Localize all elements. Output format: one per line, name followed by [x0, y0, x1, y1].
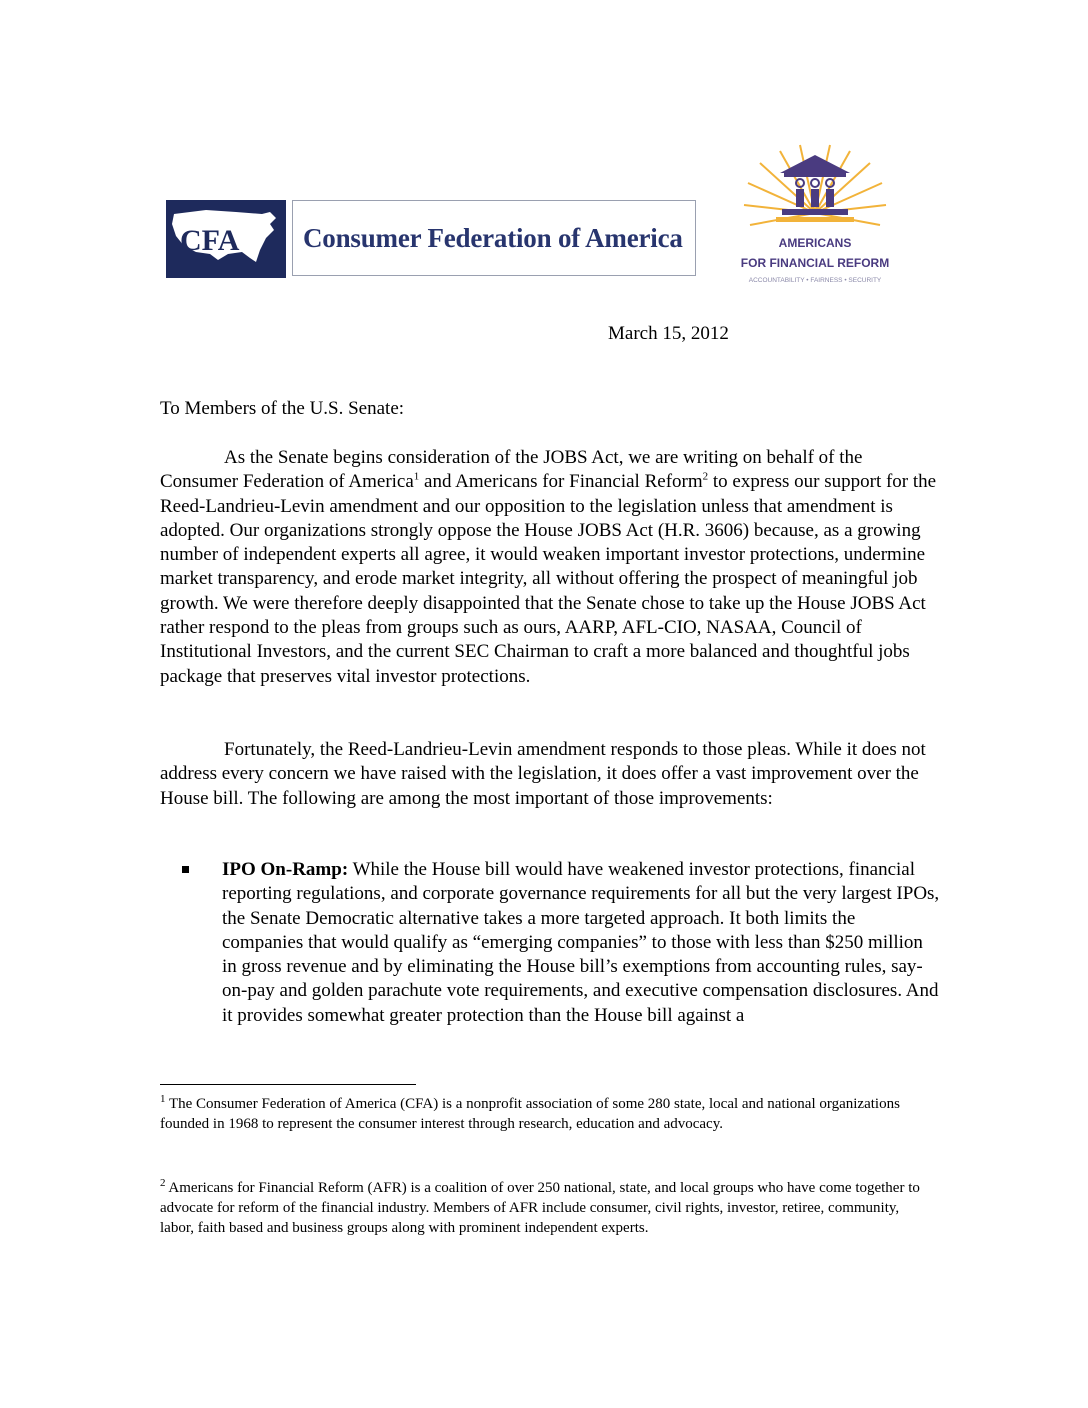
footnote-ref-1: 1 — [413, 470, 420, 483]
paragraph-2 — [160, 738, 940, 811]
footnote-ref-2: 2 — [702, 470, 709, 483]
paragraph-1-part-b: and Americans for Financial Reform — [419, 471, 703, 493]
salutation: To Members of the U.S. Senate: — [160, 398, 405, 419]
paragraph-1 — [160, 446, 940, 689]
footnote-1-number: 1 — [160, 1093, 166, 1105]
cfa-logo-text: CFA — [180, 224, 240, 257]
cfa-name: Consumer Federation of America — [303, 222, 683, 253]
letter-date: March 15, 2012 — [608, 323, 729, 344]
paragraph-1-part-c: to express our support for the Reed-Landrieu-Levin amendment and our opposition to the legislation unless that amendment is adopted. Our organizations strongly oppose the House JOBS Act (H.R. 3606) because, as a growing number of independent experts all agree, it would weaken important investor protections, undermine market transparency, and erode market integrity, all without offering the prospect of meaningful job growth. We were therefore deeply disappointed that the Senate chose to take up the House JOBS Act rather respond to the pleas from groups such as ours, AARP, AFL-CIO, NASAA, Council of Institutional Investors, and the current SEC Chairman to craft a more balanced and thoughtful jobs package that preserves vital investor protections. — [160, 471, 937, 687]
paragraph-1-part-a: As the Senate begins consideration of the JOBS Act, we are writing on behalf of the Consumer Federation of America — [160, 447, 863, 493]
afr-logo-line2: FOR FINANCIAL REFORM — [740, 256, 890, 270]
cfa-logo — [166, 200, 286, 278]
paragraph-2-text: Fortunately, the Reed-Landrieu-Levin amendment responds to those pleas. While it does not address every concern we have raised with the legislation, it does offer a vast improvement over the House bill. The following are among the most important of those improvements: — [160, 739, 926, 809]
footnote-1 — [160, 1094, 930, 1134]
bullet-title: IPO On-Ramp: — [222, 859, 349, 880]
footnote-2 — [160, 1178, 930, 1238]
footnote-2-text: Americans for Financial Reform (AFR) is a coalition of over 250 national, state, and local groups who have come together to advocate for reform of the financial industry. Members of AFR include consumer, civil rights, investor, retiree, community, labor, faith based and business groups along with prominent independent experts. — [160, 1180, 920, 1236]
bullet-item-ipo-on-ramp — [160, 858, 940, 1028]
footnote-1-text: The Consumer Federation of America (CFA) is a nonprofit association of some 280 state, local and national organizations founded in 1968 to represent the consumer interest through research, education and advocacy. — [160, 1096, 900, 1132]
bullet-text: While the House bill would have weakened investor protections, financial reporting regulations, and corporate governance requirements for all but the very largest IPOs, the Senate Democratic alternative takes a more targeted approach. It both limits the companies that would qualify as “emerging companies” to those with less than $250 million in gross revenue and by eliminating the House bill’s exemptions from accounting rules, say-on-pay and golden parachute vote requirements, and executive compensation disclosures. And it provides somewhat greater protection than the House bill against a — [222, 859, 940, 1026]
afr-logo-tagline: ACCOUNTABILITY • FAIRNESS • SECURITY — [748, 277, 882, 284]
cfa-name-box — [292, 200, 696, 276]
footnote-2-number: 2 — [160, 1177, 166, 1189]
afr-logo-line1: AMERICANS — [778, 236, 852, 250]
afr-logo — [720, 143, 910, 288]
us-map-icon — [166, 200, 286, 278]
square-bullet-icon — [182, 866, 189, 873]
footnote-divider — [160, 1084, 416, 1085]
